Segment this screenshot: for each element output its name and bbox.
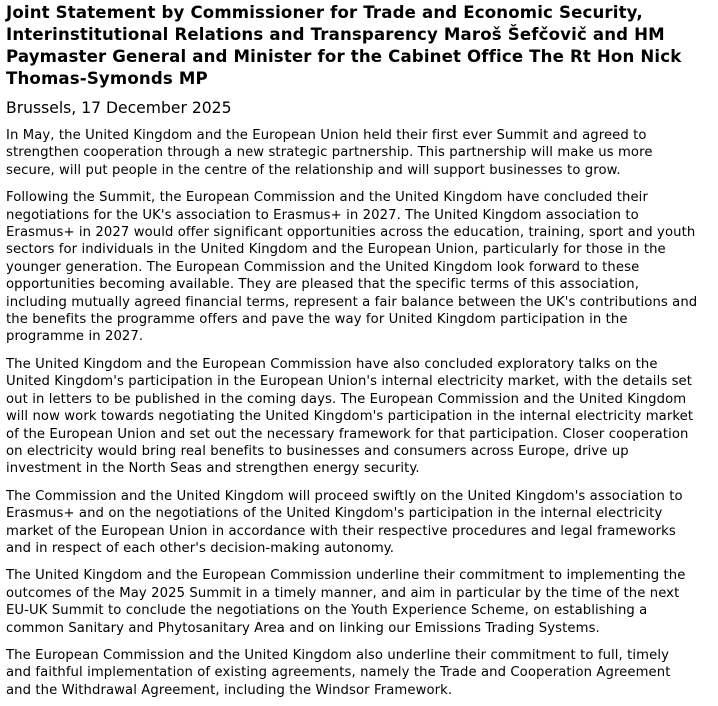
title-line: Joint Statement by Commissioner for Trade and Economic Security, [6, 3, 643, 22]
paragraph-line: will now work towards negotiating the United Kingdom's participation in the internal electricity market [6, 409, 694, 425]
page-title [6, 2, 712, 90]
paragraph-line: the benefits the programme offers and pave the way for United Kingdom participation in the [6, 312, 628, 328]
paragraph-line: The European Commission and the United Kingdom also underline their commitment to full, timely [6, 647, 669, 663]
paragraph [6, 356, 712, 478]
paragraph-line: opportunities becoming available. They are pleased that the specific terms of this association, [6, 277, 640, 293]
dateline: Brussels, 17 December 2025 [6, 99, 232, 117]
paragraph-line: United Kingdom's participation in the European Union's internal electricity market, with the details set [6, 374, 693, 390]
document-body [6, 127, 712, 699]
paragraph-line: The United Kingdom and the European Commission underline their commitment to implementing the [6, 568, 686, 584]
paragraph-line: In May, the United Kingdom and the European Union held their first ever Summit and agreed to [6, 128, 647, 143]
paragraph-line: out in letters to be published in the coming days. The European Commission and the United Kingdom [6, 391, 687, 407]
paragraph-line: strengthen cooperation through a new strategic partnership. This partnership will make us more [6, 145, 653, 161]
title-line: Interinstitutional Relations and Transparency Maroš Šefčovič and HM [6, 25, 665, 44]
title-line: Paymaster General and Minister for the Cabinet Office The Rt Hon Nick [6, 47, 682, 66]
paragraph-line: and the Withdrawal Agreement, including the Windsor Framework. [6, 682, 453, 698]
paragraph-line: on electricity would bring real benefits to businesses and consumers across Europe, drive up [6, 443, 629, 459]
paragraph-line: including mutually agreed financial terms, represent a fair balance between the UK's contributions and [6, 294, 698, 310]
paragraph-line: Erasmus+ and on the negotiations of the United Kingdom's participation in the internal electricity [6, 506, 663, 522]
paragraph [6, 127, 712, 179]
paragraph-line: The United Kingdom and the European Commission have also concluded exploratory talks on the [6, 356, 658, 372]
paragraph [6, 189, 712, 346]
paragraph-line: negotiations for the UK's association to Erasmus+ in 2027. The United Kingdom association to [6, 207, 639, 223]
paragraph-line: Following the Summit, the European Commission and the United Kingdom have concluded their [6, 190, 648, 206]
paragraph [6, 647, 712, 699]
paragraph-line: younger generation. The European Commission and the United Kingdom look forward to these [6, 259, 640, 275]
paragraph-line: of the European Union and set out the necessary framework for that participation. Closer cooperation [6, 426, 689, 442]
paragraph-line: Erasmus+ in 2027 would offer significant opportunities across the education, training, sport and youth [6, 225, 696, 241]
paragraph-line: sectors for individuals in the United Kingdom and the European Union, particularly for those in the [6, 242, 666, 258]
paragraph-line: programme in 2027. [6, 329, 144, 345]
paragraph [6, 488, 712, 558]
paragraph-line: investment in the North Seas and strengthen energy security. [6, 461, 420, 477]
title-line: Thomas-Symonds MP [6, 69, 208, 88]
paragraph-line: secure, will put people in the centre of the relationship and will support businesses to grow. [6, 162, 621, 178]
paragraph-line: common Sanitary and Phytosanitary Area and on linking our Emissions Trading Systems. [6, 620, 600, 636]
paragraph-line: The Commission and the United Kingdom will proceed swiftly on the United Kingdom's association to [6, 488, 683, 504]
paragraph-line: and faithful implementation of existing agreements, namely the Trade and Cooperation Agreement [6, 665, 671, 681]
paragraph-line: market of the European Union in accordance with their respective procedures and legal frameworks [6, 523, 676, 539]
paragraph [6, 567, 712, 637]
paragraph-line: EU-UK Summit to conclude the negotiations on the Youth Experience Scheme, on establishing a [6, 603, 648, 619]
paragraph-line: outcomes of the May 2025 Summit in a timely manner, and aim in particular by the time of the next [6, 585, 680, 601]
paragraph-line: and in respect of each other's decision-making autonomy. [6, 540, 395, 556]
